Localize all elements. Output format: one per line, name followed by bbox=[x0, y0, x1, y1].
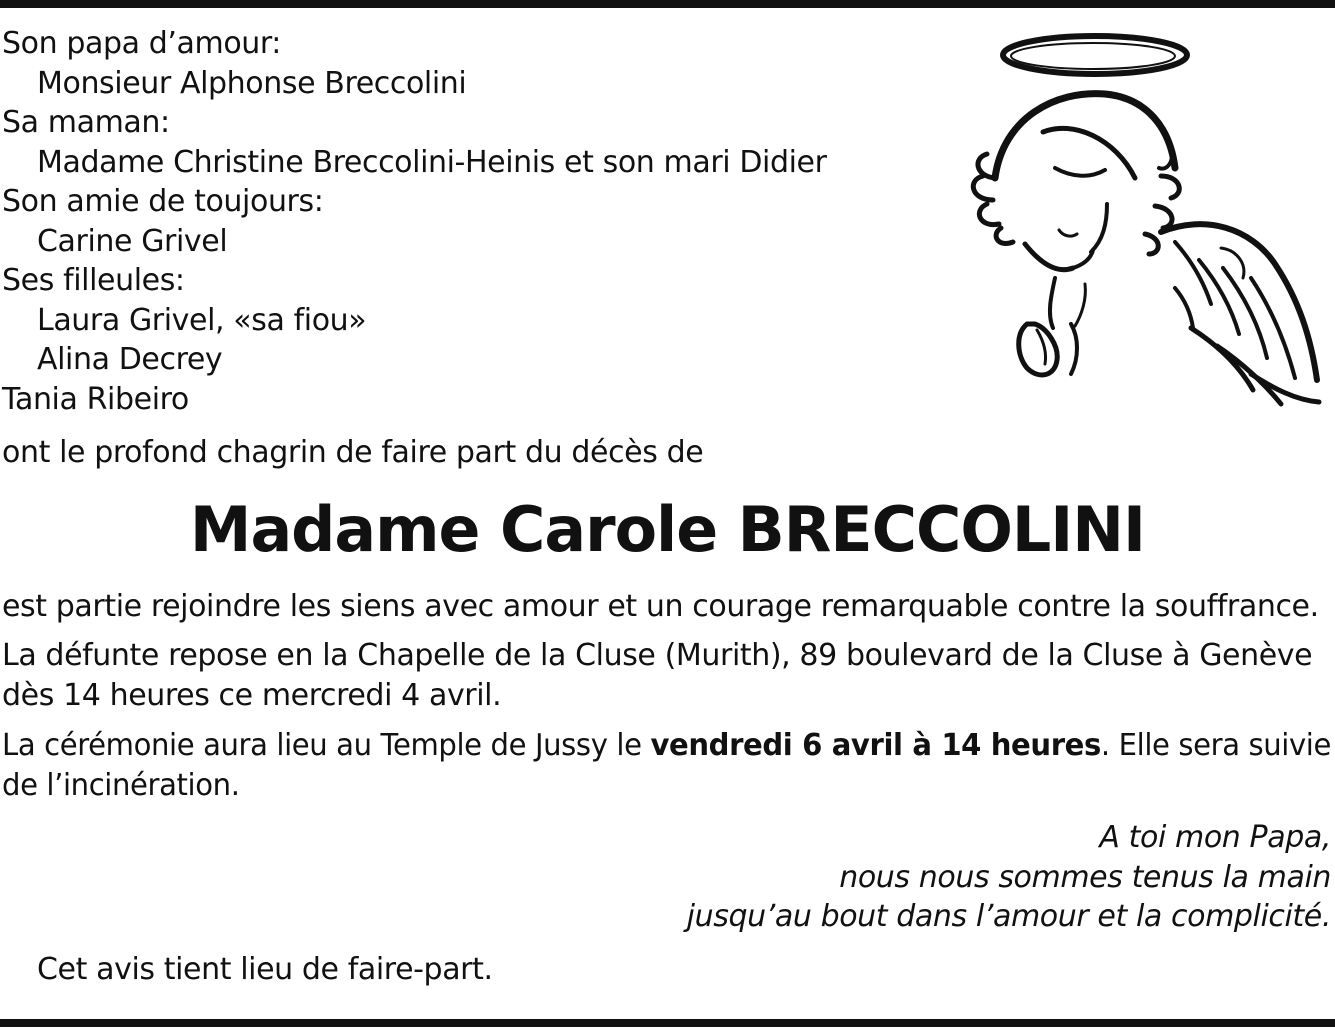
ceremony-text-after: . Elle sera suivie bbox=[1100, 728, 1331, 763]
family-line: Sa maman: bbox=[2, 105, 170, 140]
family-line: Monsieur Alphonse Breccolini bbox=[37, 65, 467, 101]
chapel-line-1: La défunte repose en la Chapelle de la Cluse (Murith), 89 boulevard de la Cluse à Genève bbox=[2, 638, 1313, 673]
family-line: Ses filleules: bbox=[2, 263, 185, 298]
ceremony-line-1 bbox=[2, 726, 1331, 766]
family-line: Carine Grivel bbox=[37, 223, 228, 259]
chapel-line-2: dès 14 heures ce mercredi 4 avril. bbox=[2, 677, 502, 713]
quote-line: jusqu’au bout dans l’amour et la complicité. bbox=[686, 899, 1331, 934]
deceased-name: Madame Carole BRECCOLINI bbox=[189, 493, 1146, 566]
ceremony-date: vendredi 6 avril à 14 heures bbox=[650, 728, 1101, 763]
announcement-intro: ont le profond chagrin de faire part du décès de bbox=[2, 435, 704, 470]
family-line: Son papa d’amour: bbox=[2, 26, 282, 61]
quote-line: nous nous sommes tenus la main bbox=[839, 859, 1331, 895]
quote-line: A toi mon Papa, bbox=[1099, 820, 1331, 855]
family-line: Madame Christine Breccolini-Heinis et son mari Didier bbox=[37, 144, 827, 180]
family-line: Alina Decrey bbox=[37, 342, 223, 377]
praying-angel-icon bbox=[955, 28, 1327, 410]
paragraph-chapel bbox=[2, 636, 1312, 715]
family-line: Tania Ribeiro bbox=[2, 381, 189, 417]
farewell-quote bbox=[687, 818, 1331, 937]
ceremony-line-2: de l’incinération. bbox=[2, 767, 240, 803]
paragraph-ceremony bbox=[2, 726, 1331, 805]
bottom-rule bbox=[0, 1019, 1335, 1027]
closing-note: Cet avis tient lieu de faire-part. bbox=[37, 952, 493, 987]
paragraph-passing: est partie rejoindre les siens avec amour et un courage remarquable contre la souffrance. bbox=[2, 589, 1319, 624]
family-list bbox=[2, 24, 827, 419]
family-line: Son amie de toujours: bbox=[2, 184, 324, 219]
ceremony-text-before: La cérémonie aura lieu au Temple de Jussy le bbox=[2, 728, 651, 763]
family-line: Laura Grivel, «sa fiou» bbox=[37, 302, 367, 338]
top-rule bbox=[0, 0, 1335, 8]
